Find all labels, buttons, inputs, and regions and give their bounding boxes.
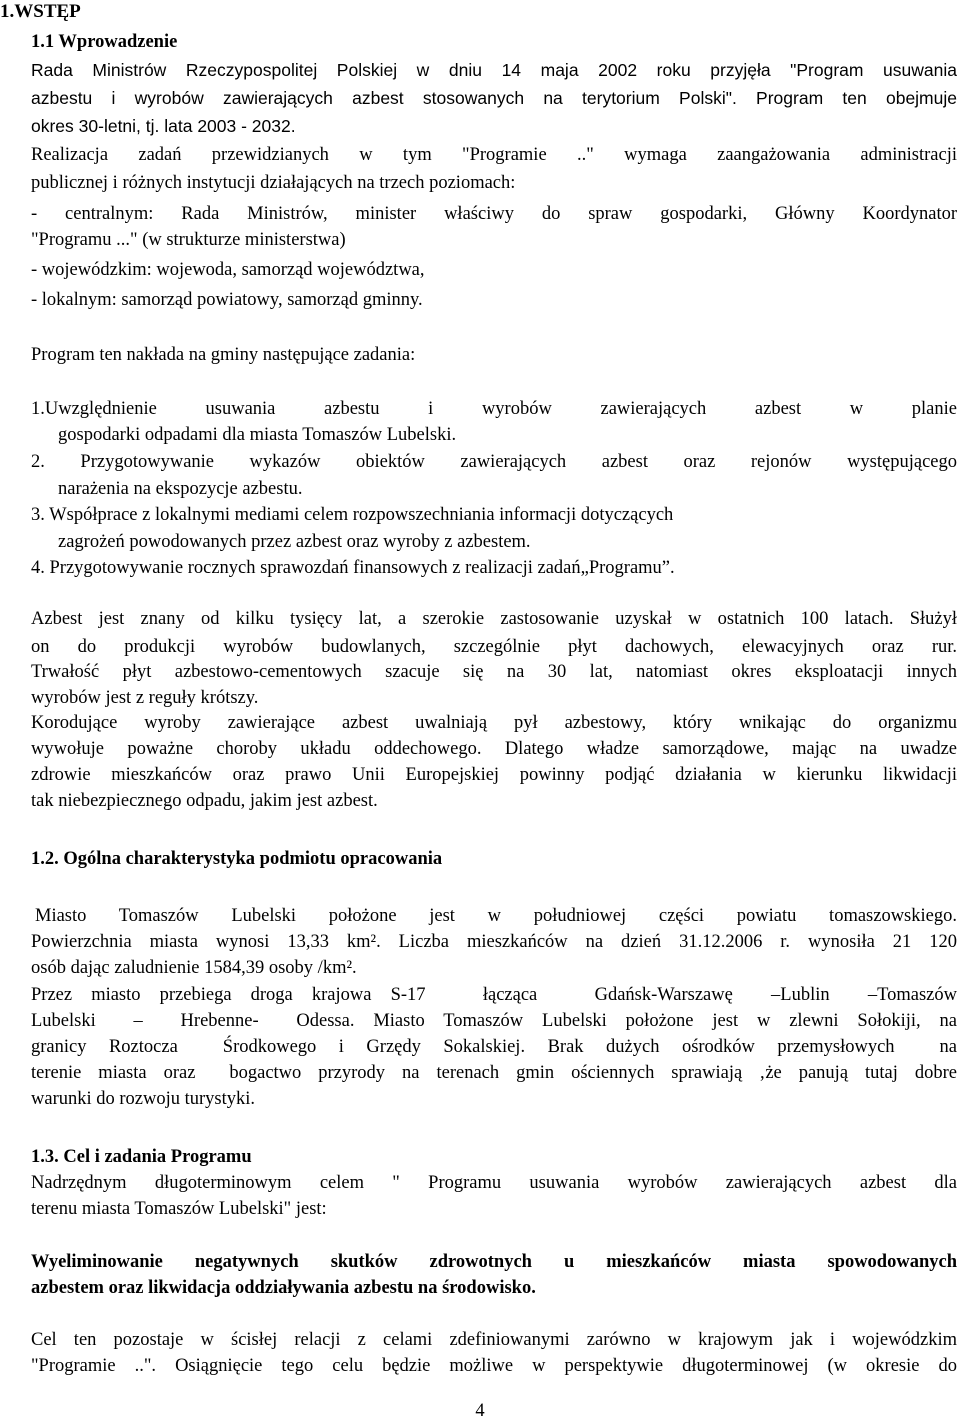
section-1-1-title: 1.1 Wprowadzenie xyxy=(31,32,178,52)
task-3-line-1: 3. Współprace z lokalnymi mediami celem rozpowszechniania informacji dotyczących xyxy=(31,505,674,525)
task-2-line-2: narażenia na ekspozycje azbestu. xyxy=(58,479,303,499)
chapter-heading: 1.WSTĘP xyxy=(0,1,81,22)
task-1-line-1: 1.Uwzględnienie usuwania azbestu i wyrobów zawierających azbest w planie xyxy=(31,399,957,419)
town-line-4: Przez miasto przebiega droga krajowa S-17 łącząca Gdańsk-Warszawę –Lublin –Tomaszów xyxy=(31,985,957,1005)
intro-line-7: "Programu ..." (w strukturze ministerstwa) xyxy=(31,230,346,250)
task-2-line-1: 2. Przygotowywanie wykazów obiektów zawierających azbest oraz rejonów występującego xyxy=(31,452,957,472)
task-3-line-2: zagrożeń powodowanych przez azbest oraz wyroby z azbestem. xyxy=(58,532,531,552)
asbestos-line-8: tak niebezpiecznego odpadu, jakim jest azbest. xyxy=(31,791,378,811)
town-line-7: terenie miasta oraz bogactwo przyrody na terenach gmin ościennych sprawiają ‚że panują tutaj dobre xyxy=(31,1063,957,1083)
asbestos-line-3: Trwałość płyt azbestowo-cementowych szacuje się na 30 lat, natomiast okres eksploatacji innych xyxy=(31,662,957,682)
asbestos-line-4: wyrobów jest z reguły krótszy. xyxy=(31,688,259,708)
town-line-3: osób dając zaludnienie 1584,39 osoby /km². xyxy=(31,958,357,978)
section-1-3-title: 1.3. Cel i zadania Programu xyxy=(31,1147,252,1167)
asbestos-line-1: Azbest jest znany od kilku tysięcy lat, a szerokie zastosowanie uzyskał w ostatnich 100 latach. Służył xyxy=(31,609,957,629)
intro-line-6: - centralnym: Rada Ministrów, minister właściwy do spraw gospodarki, Główny Koordynator xyxy=(31,204,957,224)
closing-line-1: Cel ten pozostaje w ścisłej relacji z celami zdefiniowanymi zarówno w krajowym jak i wojewódzkim xyxy=(31,1330,957,1350)
asbestos-line-2: on do produkcji wyrobów budowlanych, szczególnie płyt dachowych, elewacyjnych oraz rur. xyxy=(31,637,957,657)
goal-line-1: Wyeliminowanie negatywnych skutków zdrowotnych u mieszkańców miasta spowodowanych xyxy=(31,1252,957,1272)
asbestos-line-7: zdrowie mieszkańców oraz prawo Unii Europejskiej powinny podjąć działania w kierunku likwidacji xyxy=(31,765,957,785)
goal-intro-line-2: terenu miasta Tomaszów Lubelski" jest: xyxy=(31,1199,327,1219)
town-line-1: Miasto Tomaszów Lubelski położone jest w południowej części powiatu tomaszowskiego. xyxy=(35,906,957,926)
asbestos-line-6: wywołuje poważne choroby układu oddechowego. Dlatego władze samorządowe, mając na uwadze xyxy=(31,739,957,759)
section-1-2-title: 1.2. Ogólna charakterystyka podmiotu opracowania xyxy=(31,849,443,869)
asbestos-line-5: Korodujące wyroby zawierające azbest uwalniają pył azbestowy, który wnikając do organizmu xyxy=(31,713,957,733)
intro-line-5: publicznej i różnych instytucji działających na trzech poziomach: xyxy=(31,173,516,193)
town-line-5: Lubelski – Hrebenne- Odessa. Miasto Tomaszów Lubelski położone jest w zlewni Sołokiji, na xyxy=(31,1011,957,1031)
task-4-line-1: 4. Przygotowywanie rocznych sprawozdań finansowych z realizacji zadań„Programu”. xyxy=(31,558,675,578)
intro-line-10: Program ten nakłada na gminy następujące zadania: xyxy=(31,345,416,365)
town-line-2: Powierzchnia miasta wynosi 13,33 km². Liczba mieszkańców na dzień 31.12.2006 r. wynosiła 21 120 xyxy=(31,932,957,952)
intro-line-9: - lokalnym: samorząd powiatowy, samorząd gminny. xyxy=(31,290,423,310)
goal-line-2: azbestem oraz likwidacja oddziaływania azbestu na środowisko. xyxy=(31,1278,536,1298)
goal-intro-line-1: Nadrzędnym długoterminowym celem " Programu usuwania wyrobów zawierających azbest dla xyxy=(31,1173,957,1193)
town-line-6: granicy Roztocza Środkowego i Grzędy Sokalskiej. Brak dużych ośrodków przemysłowych na xyxy=(31,1037,957,1057)
closing-line-2: "Programie ..". Osiągnięcie tego celu będzie możliwe w perspektywie długoterminowej (w okresie do xyxy=(31,1356,957,1376)
intro-line-3: okres 30-letni, tj. lata 2003 - 2032. xyxy=(31,116,296,136)
intro-line-4: Realizacja zadań przewidzianych w tym "Programie .." wymaga zaangażowania administracji xyxy=(31,145,957,165)
town-line-8: warunki do rozwoju turystyki. xyxy=(31,1089,256,1109)
intro-line-8: - wojewódzkim: wojewoda, samorząd województwa, xyxy=(31,260,425,280)
page-number: 4 xyxy=(475,1401,485,1421)
intro-line-1: Rada Ministrów Rzeczypospolitej Polskiej w dniu 14 maja 2002 roku przyjęła "Program usuwania xyxy=(31,60,957,80)
intro-line-2: azbestu i wyrobów zawierających azbest stosowanych na terytorium Polski". Program ten obejmuje xyxy=(31,88,957,108)
task-1-line-2: gospodarki odpadami dla miasta Tomaszów Lubelski. xyxy=(58,425,457,445)
